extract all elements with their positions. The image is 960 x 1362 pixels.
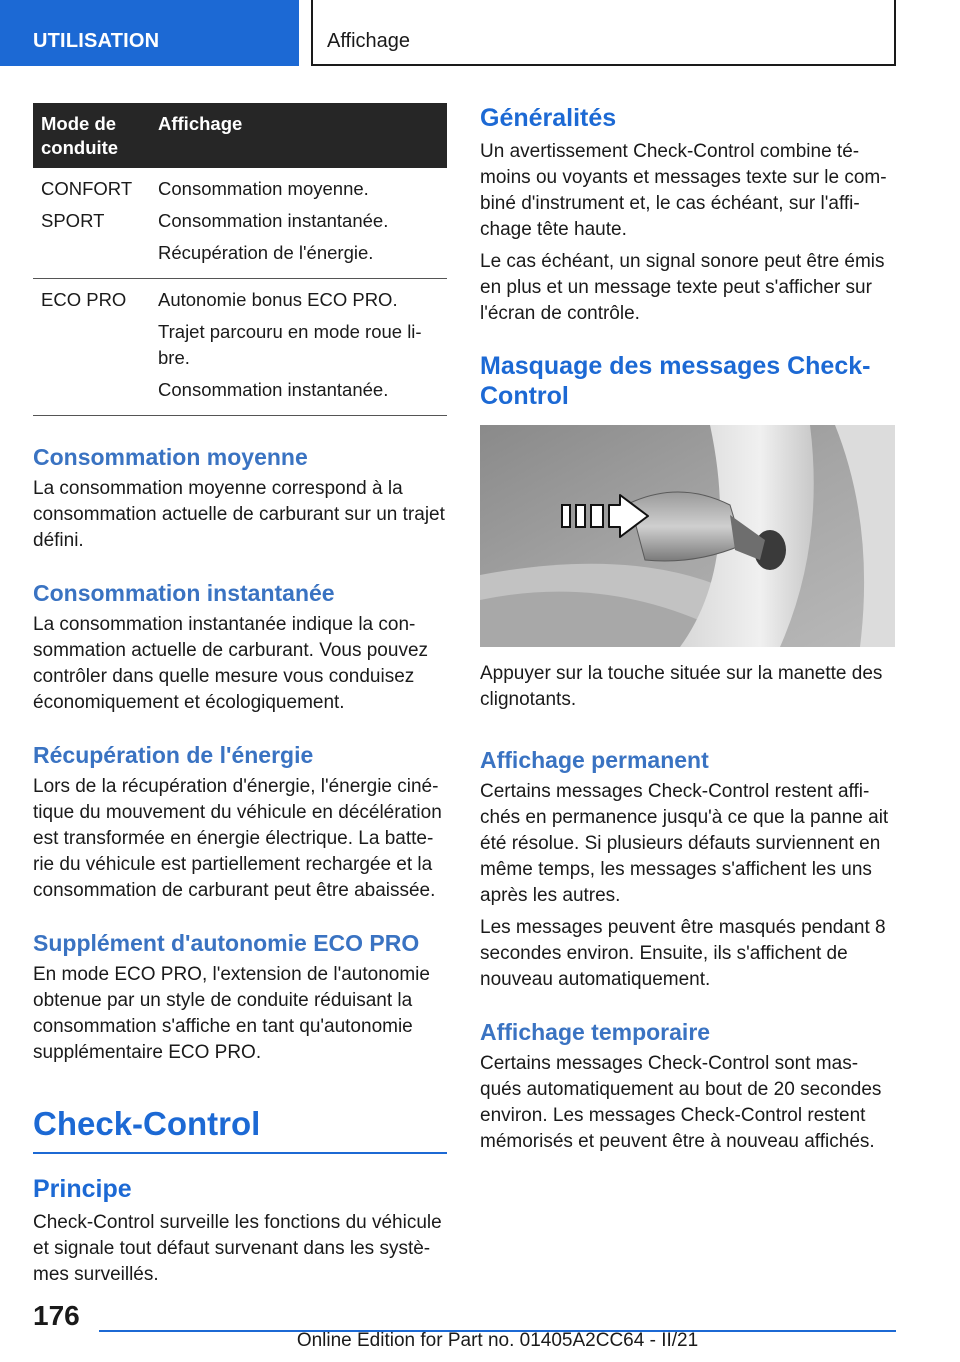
paragraph-supplement-autonomie: En mode ECO PRO, l'extension de l'autonomie obtenue par un style de conduite réduisant la consommation s'affiche en tant qu'autonomie supplémentaire ECO PRO. [33,964,430,1063]
display-item: Trajet parcouru en mode roue li-bre. [158,321,422,368]
heading-affichage-permanent: Affichage permanent [480,747,709,773]
table-row [33,279,447,416]
heading-principe: Principe [33,1175,132,1203]
paragraph-consommation-moyenne: La consommation moyenne correspond à la consommation actuelle de carburant sur un trajet défini. [33,478,445,551]
paragraph-affichage-temporaire: Certains messages Check-Control sont mas-qués automatiquement au bout de 20 secondes environ. Les messages Check-Control restent mémorisés et peuvent être à nouveau affichés. [480,1053,882,1152]
footer-edition: Online Edition for Part no. 01405A2CC64 - II/21 [296,1330,699,1351]
table-header-mode: Mode de conduite [33,103,150,168]
paragraph-generalites-1: Un avertissement Check-Control combine té-moins ou voyants et messages texte sur le com-biné d'instrument et, le cas échéant, sur l'affi-chage tête haute. [480,141,887,240]
table-header-display: Affichage [150,103,447,168]
page-header-title: Affichage [327,30,411,52]
display-item: Autonomie bonus ECO PRO. [158,289,398,310]
heading-affichage-temporaire: Affichage temporaire [480,1019,711,1045]
heading-masquage: Masquage des messages Check-Control [480,352,871,410]
page-number: 176 [33,1300,80,1331]
turn-signal-stalk-illustration [480,425,895,647]
display-item: Consommation moyenne. [158,178,369,199]
left-column [33,103,447,1294]
heading-consommation-instantanee: Consommation instantanée [33,580,335,606]
heading-supplement-autonomie: Supplément d'autonomie ECO PRO [33,930,420,956]
table-cell-mode [33,279,150,416]
section-label: UTILISATION [33,30,160,52]
heading-consommation-moyenne: Consommation moyenne [33,444,308,470]
section-tab [0,0,299,66]
paragraph-consommation-instantanee: La consommation instantanée indique la con-sommation actuelle de carburant. Vous pouvez contrôler dans quelle mesure vous conduisez économiquement et écologiquement. [33,614,429,713]
table-header-row [33,103,447,168]
mode-label: CONFORT [41,178,133,199]
right-column [480,103,895,1161]
photo-caption: Appuyer sur la touche située sur la manette des clignotants. [480,663,883,710]
table-row [33,168,447,279]
paragraph-affichage-permanent-2: Les messages peuvent être masqués pendant 8 secondes environ. Ensuite, ils s'affichent de nouveau automatiquement. [480,917,886,990]
heading-generalites: Généralités [480,104,617,132]
paragraph-recuperation-energie: Lors de la récupération d'énergie, l'énergie ciné-tique du mouvement du véhicule en décélération est transformée en énergie électrique. La batte-rie du véhicule est partiellement rechargée et la consommation de carburant peut être abaissée. [33,776,442,901]
paragraph-principe: Check-Control surveille les fonctions du véhicule et signale tout défaut survenant dans les systè-mes surveillés. [33,1212,442,1285]
display-item: Consommation instantanée. [158,379,389,400]
mode-label: ECO PRO [41,289,127,310]
mode-label: SPORT [41,210,105,231]
paragraph-generalites-2: Le cas échéant, un signal sonore peut être émis en plus et un message texte peut s'afficher sur l'écran de contrôle. [480,251,885,324]
heading-recuperation-energie: Récupération de l'énergie [33,742,314,768]
chapter-title: Check-Control [33,1104,447,1154]
display-item: Consommation instantanée. [158,210,389,231]
page-header [311,0,896,66]
table-cell-mode [33,168,150,279]
table-cell-display [150,168,447,279]
stalk-button-photo [480,425,895,647]
table-cell-display [150,279,447,416]
paragraph-affichage-permanent-1: Certains messages Check-Control restent affi-chés en permanence jusqu'à ce que la panne ait été résolue. Si plusieurs défauts surviennent en même temps, les messages s'affichent les uns après les autres. [480,781,889,906]
display-item: Récupération de l'énergie. [158,242,374,263]
driving-mode-table [33,103,447,416]
